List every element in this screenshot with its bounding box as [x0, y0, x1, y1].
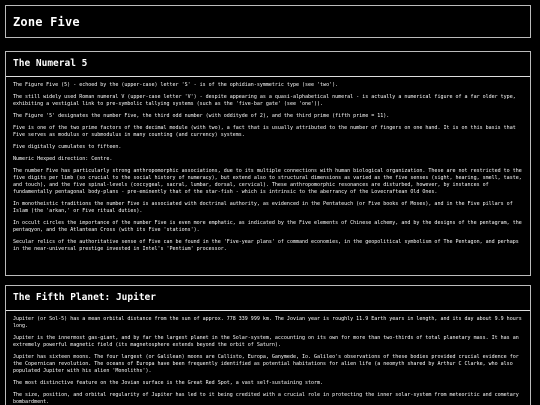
paragraph: Five is one of the two prime factors of the decimal module (with two), a fact that is usually attributed to the number of fingers on one hand. It is on this basis that Five serves as modulus or submodulus in many counting (and currency) systems. [13, 125, 516, 138]
page-title: Zone Five [13, 15, 80, 29]
paragraph: In monotheistic traditions the number Five is associated with doctrinal authority, as evidenced in the Pentateuch (or Five books of Moses), and in the Five pillars of Islam (the 'arkan,' or Five ritual duties). [13, 201, 513, 214]
paragraph: In occult circles the importance of the number Five is even more emphatic, as indicated by the Five elements of Chinese alchemy, and by the designs of the pentagram, the pentaqyon, and the Atlantean Cross (with its Five 'stations'). [13, 220, 522, 233]
paragraph: Jupiter is the innermost gas-giant, and by far the largest planet in the Solar-system, accounting on its own for more than two-thirds of total planetary mass. It has an extremely powerful magnetic field (its magnetosphere extends beyond the orbit of Saturn). [13, 335, 519, 348]
paragraph: The most distinctive feature on the Jovian surface is the Great Red Spot, a vast self-sustaining storm. [13, 380, 324, 386]
paragraph: Five digitally cumulates to fifteen. [13, 144, 122, 150]
section-numeral-five [5, 51, 531, 276]
paragraph: Secular relics of the authoritative sense of Five can be found in the 'Five-year plans' of command economies, in the geopolitical symbolism of The Pentagon, and perhaps in the near-universal prestige invested in Intel's 'Pentium' processor. [13, 239, 519, 252]
paragraph: The number Five has particularly strong anthropomorphic associations, due to its multiple connections with human biological organization. These are not restricted to the five digits per limb (so crucial to the social history of numeracy), but extend also to structural dimensions as varied as the five senses (sight, hearing, smell, taste, and touch), and the five spinal-levels (coccygeal, sacral, lumbar, dorsal, cervical). These anthropomorphic resonances are disturbed, however, by instances of fundamentally pentagonal body-plans - pre-eminently that of the star-fish - which is intrinsic to the aberrancy of the Lovecraftean Old Ones. [13, 168, 522, 195]
section-title: The Fifth Planet: Jupiter [6, 286, 530, 311]
section-body [6, 311, 530, 405]
paragraph: Jupiter has sixteen moons. The four largest (or Galilean) moons are Callisto, Europa, Ganymede, Io. Galileo's observations of these bodies provided crucial evidence for the Copernican revolution. The oceans of Europa have been frequently identified as potential habitations for alien life (a neomyth shared by Arthur C Clarke, who also populated Jupiter with his alien 'Monoliths'). [13, 354, 519, 374]
paragraph: The Figure Five (5) - echoed by the (upper-case) letter 'S' - is of the ophidian-symmetric type (see 'two'). [13, 82, 339, 88]
paragraph: The still widely used Roman numeral V (upper-case letter 'V') - despite appearing as a quasi-alphabetical numeral - is actually a numerical figure of a far older type, exhibiting a vestigial link to pre-symbolic tallying systems (such as the 'five-bar gate' (see 'one')). [13, 94, 516, 107]
paragraph: The size, position, and orbital regularity of Jupiter has led to it being credited with a crucial role in protecting the inner solar-system from meteoritic and cometary bombardment. [13, 392, 519, 405]
section-body [6, 77, 530, 253]
paragraph: Jupiter (or Sol-5) has a mean orbital distance from the sun of approx. 778 339 999 km. The Jovian year is roughly 11.9 Earth years in length, and its day about 9.9 hours long. [13, 316, 522, 329]
page-header [5, 5, 531, 38]
section-title: The Numeral 5 [6, 52, 530, 77]
section-fifth-planet [5, 285, 531, 405]
paragraph: Numeric Hexped direction: Centre. [13, 156, 113, 162]
paragraph: The Figure '5' designates the number Five, the third odd number (with oddityde of 2), and the third prime (fifth prime = 11). [13, 113, 390, 119]
